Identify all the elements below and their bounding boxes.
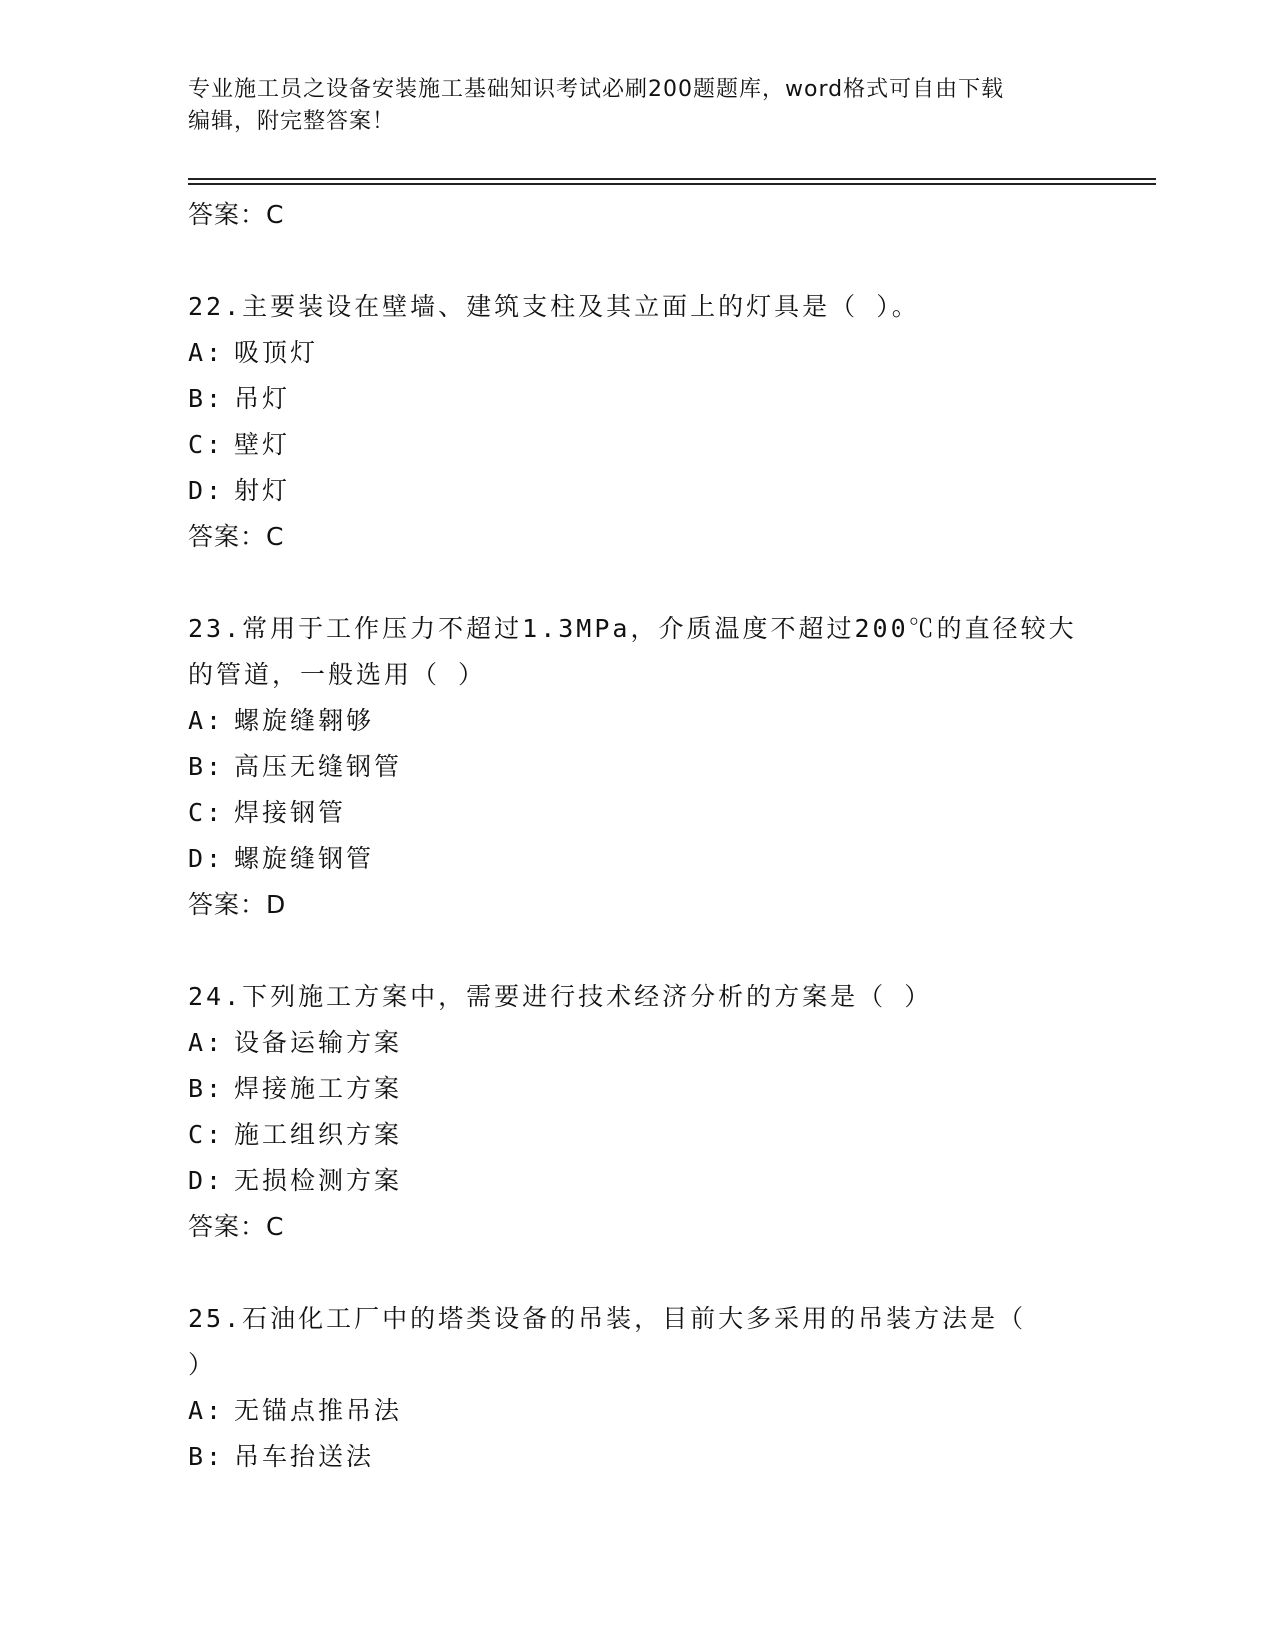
header-line-2: 编辑，附完整答案！ — [188, 109, 396, 134]
option-b — [188, 744, 1088, 790]
option-a — [188, 1388, 1088, 1434]
header-line-1: 专业施工员之设备安装施工基础知识考试必刷200题题库，word格式可自由下载 — [188, 77, 1005, 102]
option-letter: D: — [188, 844, 225, 873]
option-c — [188, 1112, 1088, 1158]
option-text: 设备运输方案 — [234, 1028, 403, 1057]
question-stem: 25.石油化工厂中的塔类设备的吊装，目前大多采用的吊装方法是（ — [188, 1304, 1027, 1333]
option-text: 吊灯 — [234, 384, 291, 413]
option-b — [188, 1434, 1088, 1480]
question-stem: 24.下列施工方案中，需要进行技术经济分析的方案是（ ） — [188, 982, 933, 1011]
question-22 — [188, 284, 1088, 560]
option-letter: D: — [188, 1166, 225, 1195]
question-stem-continued: 的管道，一般选用（ ） — [188, 660, 487, 689]
answer-line: 答案：C — [188, 522, 285, 551]
option-text: 无损检测方案 — [234, 1166, 403, 1195]
option-letter: A: — [188, 706, 225, 735]
option-letter: C: — [188, 798, 225, 827]
option-text: 壁灯 — [234, 430, 291, 459]
option-text: 高压无缝钢管 — [234, 752, 403, 781]
option-b — [188, 376, 1088, 422]
option-b — [188, 1066, 1088, 1112]
answer-line: 答案：C — [188, 1212, 285, 1241]
question-24 — [188, 974, 1088, 1250]
option-letter: D: — [188, 476, 225, 505]
option-letter: B: — [188, 752, 225, 781]
header-divider — [188, 178, 1156, 180]
option-a — [188, 1020, 1088, 1066]
question-23 — [188, 606, 1088, 928]
option-text: 射灯 — [234, 476, 291, 505]
option-text: 吊车抬送法 — [234, 1442, 375, 1471]
option-d — [188, 836, 1088, 882]
option-text: 螺旋缝翱够 — [234, 706, 375, 735]
question-25 — [188, 1296, 1088, 1480]
option-letter: A: — [188, 338, 225, 367]
question-stem-continued: ） — [188, 1350, 217, 1379]
option-a — [188, 330, 1088, 376]
document-header — [188, 74, 1088, 138]
option-letter: B: — [188, 1074, 225, 1103]
option-a — [188, 698, 1088, 744]
option-letter: B: — [188, 384, 225, 413]
option-d — [188, 1158, 1088, 1204]
option-letter: A: — [188, 1028, 225, 1057]
option-text: 焊接钢管 — [234, 798, 347, 827]
question-list — [188, 192, 1088, 1480]
answer-line: 答案：C — [188, 200, 285, 229]
option-letter: A: — [188, 1396, 225, 1425]
option-letter: C: — [188, 1120, 225, 1149]
option-c — [188, 422, 1088, 468]
answer-line: 答案：D — [188, 890, 287, 919]
option-letter: B: — [188, 1442, 225, 1471]
header-divider-secondary — [188, 183, 1156, 185]
question-stem: 23.常用于工作压力不超过1.3MPa，介质温度不超过200℃的直径较大 — [188, 614, 1077, 643]
option-text: 施工组织方案 — [234, 1120, 403, 1149]
option-d — [188, 468, 1088, 514]
option-text: 螺旋缝钢管 — [234, 844, 375, 873]
question-stem: 22.主要装设在壁墙、建筑支柱及其立面上的灯具是（ ）。 — [188, 292, 920, 321]
option-text: 无锚点推吊法 — [234, 1396, 403, 1425]
option-letter: C: — [188, 430, 225, 459]
option-text: 吸顶灯 — [234, 338, 319, 367]
option-c — [188, 790, 1088, 836]
option-text: 焊接施工方案 — [234, 1074, 403, 1103]
